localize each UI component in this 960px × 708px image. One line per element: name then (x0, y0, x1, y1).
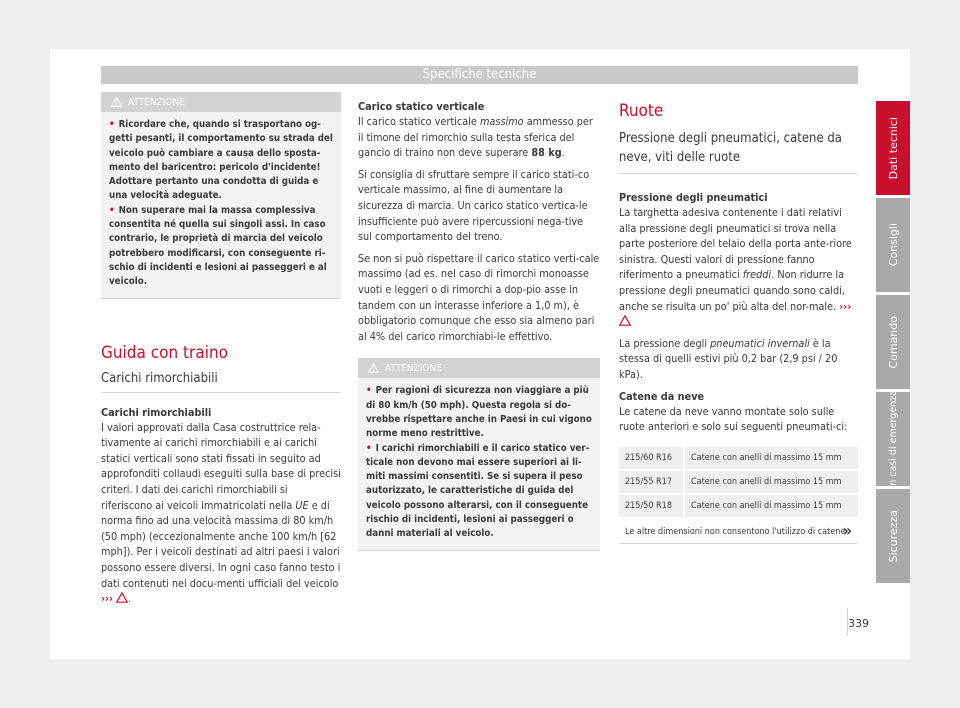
warning-box-2 (358, 358, 600, 550)
table-cell-size: 215/55 R17 (619, 471, 685, 493)
snow-chain-table (619, 445, 858, 519)
paragraph-heading: Pressione degli pneumatici (619, 191, 768, 204)
bullet-icon: • (109, 119, 115, 130)
table-cell-size: 215/50 R18 (619, 495, 685, 517)
table-cell-desc: Catene con anelli di massimo 15 mm (685, 447, 858, 469)
continue-icon: » (842, 520, 852, 540)
bullet-icon: • (366, 442, 372, 454)
warning-item: • Ricordare che, quando si trasportano og-getti pesanti, il comportamento su strada del veicolo può cambiare a causa dello sposta-mento del baricentro: pericolo d'incidente! Adottare pertanto una condotta di guida e una velocità adeguate. (109, 119, 333, 202)
warning-triangle-icon (111, 97, 122, 107)
tab-dati-tecnici[interactable]: Dati tecnici (876, 101, 910, 195)
bullet-icon: • (109, 204, 115, 216)
column-left (101, 92, 341, 607)
cross-reference-arrows[interactable]: ››› (101, 592, 114, 606)
warning-triangle-icon (619, 315, 631, 326)
section-title-towing: Guida con traino (101, 342, 229, 363)
paragraph-winter-tyres: La pressione degli pneumatici invernali è la stessa di quelli estivi più 0,2 bar (2,9 psi / 20 kPa). (619, 336, 838, 381)
bullet-icon: • (366, 385, 372, 397)
paragraph-heading: Catene da neve (619, 389, 705, 403)
tab-sicurezza[interactable]: Sicurezza (876, 489, 910, 583)
cross-reference-arrows[interactable]: ››› (839, 299, 852, 313)
tab-comando[interactable]: Comando (876, 295, 910, 389)
table-cell-size: 215/60 R16 (619, 447, 685, 469)
warning-triangle-icon (116, 592, 128, 603)
warning-body (101, 112, 341, 298)
column-middle (358, 92, 600, 551)
paragraph-minimum-load: Se non si può rispettare il carico statico verti-cale massimo (ad es. nel caso di rimorchi monoasse vuoti e leggeri o di rimorchi a dop-pio asse in tandem con un interasse inferiore a 1,0 m), è obbligatorio comunque che esso sia almeno pari al 4% del carico rimorchiabi-le effettivo. (358, 251, 600, 343)
warning-body (358, 378, 600, 549)
warning-item: • Per ragioni di sicurezza non viaggiare a più di 80 km/h (50 mph). Questa regola si do-vrebbe rispettare anche in Paesi in cui vigono norme meno restrittive. (366, 385, 592, 440)
page-number: 339 (848, 617, 869, 630)
paragraph-recommendation: Si consiglia di sfruttare sempre il carico stati-co verticale massimo, al fine di aumentare la sicurezza di marcia. Un carico statico vertica-le insufficiente può avere ripercussioni nega-tive sul comportamento del treno. (358, 167, 590, 244)
warning-item: • Non superare mai la massa complessiva consentita né quella sui singoli assi. In caso contrario, le proprietà di marcia del veicolo potrebbero modificarsi, con conseguente ri-schio di incidenti e lesioni ai passeggeri e al veicolo. (109, 204, 327, 288)
running-header: Specifiche tecniche (101, 66, 858, 84)
tab-consigli[interactable]: Consigli (876, 198, 910, 292)
tab-emergenza[interactable]: In casi di emergenza (876, 392, 910, 486)
table-row (619, 495, 858, 517)
column-right (619, 92, 858, 544)
warning-title: ATTENZIONE (128, 96, 185, 108)
paragraph-tyre-pressure: La targhetta adesiva contenente i dati relativi alla pressione degli pneumatici si trova nella parte posteriore del telaio della porta ante-riore sinistra. Questi valori di pressione fanno riferimento a pneumatici freddi. Non ridurre la pressione degli pneumatici quando sono caldi, anche se risulta un po' più alta del nor-male. ››› (619, 205, 858, 330)
warning-triangle-icon (368, 363, 379, 373)
paragraph-heading: Carico statico verticale (358, 100, 485, 113)
paragraph-static-load: Il carico statico verticale massimo ammesso per il timone del rimorchio sulla testa sferica del gancio di traino non deve superare 88 kg. (358, 115, 593, 160)
warning-title: ATTENZIONE (385, 362, 442, 374)
table-note: Le altre dimensioni non consentono l'utilizzo di catene » (619, 519, 858, 544)
side-tabs (876, 101, 910, 586)
paragraph-heading: Carichi rimorchiabili (101, 405, 212, 419)
subsection-title-loads: Carichi rimorchiabili (101, 371, 341, 393)
warning-box-1 (101, 92, 341, 299)
table-row (619, 471, 858, 493)
paragraph-loads: I valori approvati dalla Casa costruttrice rela-tivamente ai carichi rimorchiabili e ai carichi statici verticali sono stati fissati in seguito ad approfonditi collaudi eseguiti sulla base di precisi criteri. I dati dei carichi rimorchiabili si riferiscono ai veicoli immatricolati nella UE e di norma fino ad una velocità massima di 80 km/h (50 mph) (eccezionalmente anche 100 km/h [62 mph]). Per i veicoli destinati ad altri paesi i valori possono essere diversi. In ogni caso fanno testo i dati contenuti nei docu-menti ufficiali del veicolo ››› . (101, 420, 341, 606)
section-title-wheels: Ruote (619, 101, 664, 121)
paragraph-snow-chains: Le catene da neve vanno montate solo sulle ruote anteriori e solo sui seguenti pneumati-ci: (619, 404, 848, 434)
table-cell-desc: Catene con anelli di massimo 15 mm (685, 495, 858, 517)
table-row (619, 447, 858, 469)
warning-item: • I carichi rimorchiabili e il carico statico ver-ticale non devono mai essere superiori ai li-miti massimi consentiti. Se si supera il peso autorizzato, le caratteristiche di guida del veicolo possono alterarsi, con il conseguente rischio di incidenti, lesioni ai passeggeri o danni materiali al veicolo. (366, 442, 590, 540)
subsection-title-tyres: Pressione degli pneumatici, catene da neve, viti delle ruote (619, 129, 858, 174)
warning-header (101, 92, 341, 112)
table-cell-desc: Catene con anelli di massimo 15 mm (685, 471, 858, 493)
warning-header (358, 358, 600, 378)
